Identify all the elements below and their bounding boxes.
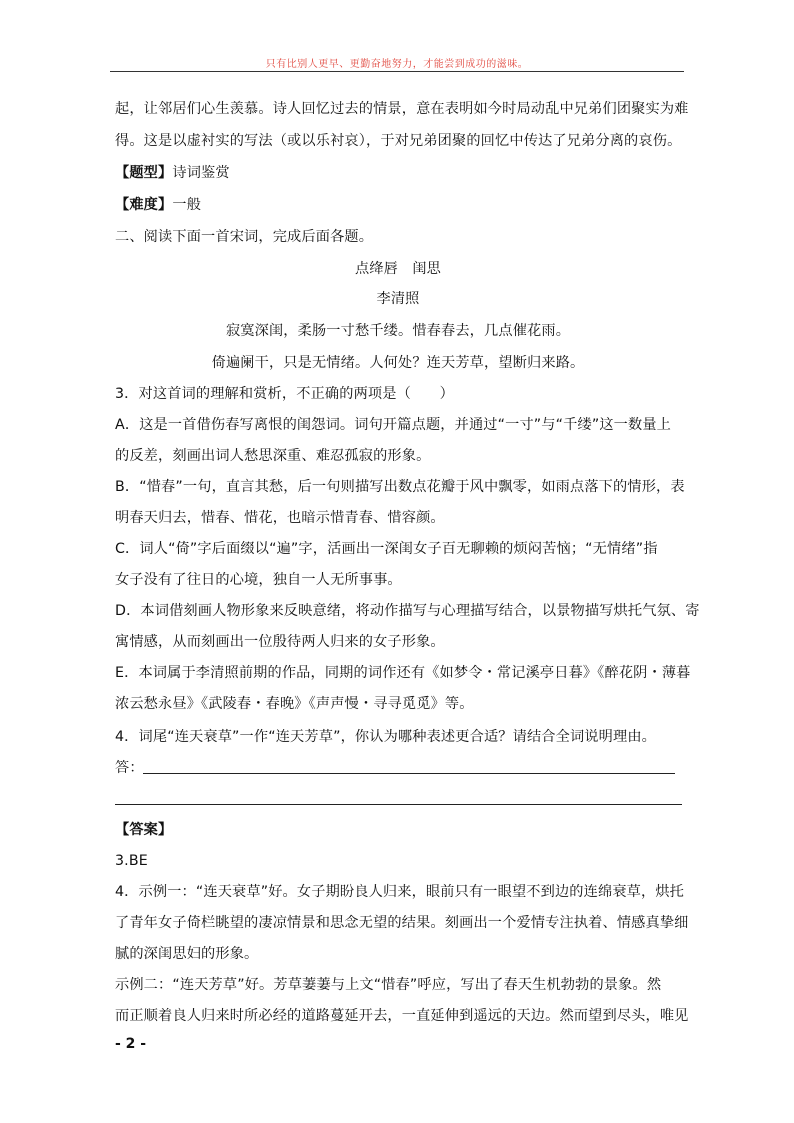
poem-author: 李清照 <box>376 291 420 307</box>
poem-line: 寂寞深闺，柔肠一寸愁千缕。惜春春去，几点催花雨。 <box>225 323 571 339</box>
question-4: 4．词尾“连天衰草”一作“连天芳草”，你认为哪种表述更合适？请结合全词说明理由。 <box>115 729 656 745</box>
option-a: A．这是一首借伤春写离恨的闺怨词。词句开篇点题，并通过“一寸”与“千缕”这一数量上 <box>115 417 672 433</box>
answer-4-example2: 示例二：“连天芳草”好。芳草萋萋与上文“惜春”呼应，写出了春天生机勃勃的景象。然 <box>115 977 662 993</box>
difficulty-value: 一般 <box>172 197 202 213</box>
option-a-cont: 的反差，刻画出词人愁思深重、难忍孤寂的形象。 <box>115 448 431 464</box>
option-e-cont: 浓云愁永昼》《武陵春・春晚》《声声慢・寻寻觅觅》等。 <box>115 696 474 712</box>
option-b-cont: 明春天归去，惜春、惜花，也暗示惜青春、惜容颜。 <box>115 510 445 526</box>
option-c-cont: 女子没有了往日的心境，独自一人无所事事。 <box>115 572 402 588</box>
option-d-cont: 寓情感，从而刻画出一位殷待两人归来的女子形象。 <box>115 634 445 650</box>
answer-blank-line <box>143 773 675 774</box>
option-d: D．本词借刻画人物形象来反映意绪，将动作描写与心理描写结合，以景物描写烘托气氛、寄 <box>115 603 700 619</box>
poem-title: 点绛唇 闺思 <box>354 261 442 277</box>
answer-4-cont: 了青年女子倚栏眺望的凄凉情景和思念无望的结果。刻画出一个爱情专注执着、情感真挚细 <box>115 915 689 931</box>
difficulty-label: 【难度】 <box>115 197 173 213</box>
text-line: 起，让邻居们心生羡慕。诗人回忆过去的情景，意在表明如今时局动乱中兄弟们团聚实为难 <box>115 101 689 117</box>
question-type <box>115 162 685 184</box>
poem-line: 倚遍阑干，只是无情绪。人何处？连天芳草，望断归来路。 <box>211 355 585 371</box>
answer-prefix: 答： <box>115 760 144 776</box>
option-c: C．词人“倚”字后面缀以“遍”字，活画出一深闺女子百无聊赖的烦闷苦恼；“无情绪”指 <box>115 541 658 557</box>
question-3: 3．对这首词的理解和赏析，不正确的两项是（ ） <box>115 386 454 402</box>
text-line: 得。这是以虚衬实的写法（或以乐衬哀），于对兄弟团聚的回忆中传达了兄弟分离的哀伤。 <box>115 133 682 149</box>
option-b: B．“惜春”一句，直言其愁，后一句则描写出数点花瓣于风中飘零，如雨点落下的情形，表 <box>115 479 685 495</box>
answer-4: 4．示例一：“连天衰草”好。女子期盼良人归来，眼前只有一眼望不到边的连绵衰草，烘托 <box>115 884 685 900</box>
answer-4-cont: 腻的深闺思妇的形象。 <box>115 946 259 962</box>
difficulty <box>115 194 685 216</box>
answer-3: 3.BE <box>115 853 148 869</box>
answer-4-example2-cont: 而正顺着良人归来时所必经的道路蔓延开去，一直延伸到遥远的天边。然而望到尽头，唯见 <box>115 1008 689 1024</box>
option-e: E．本词属于李清照前期的作品，同期的词作还有《如梦令・常记溪亭日暮》《醉花阴・薄暮 <box>115 665 691 681</box>
answer-label: 【答案】 <box>115 822 173 838</box>
answer-blank-line-2 <box>115 804 682 805</box>
header-rule <box>110 71 684 72</box>
question-type-value: 诗词鉴赏 <box>172 165 230 181</box>
page-number: - 2 - <box>115 1036 147 1052</box>
question-type-label: 【题型】 <box>115 165 173 181</box>
section-heading: 二、阅读下面一首宋词，完成后面各题。 <box>115 229 374 245</box>
header-note: 只有比别人更早、更勤奋地努力，才能尝到成功的滋味。 <box>265 59 529 70</box>
